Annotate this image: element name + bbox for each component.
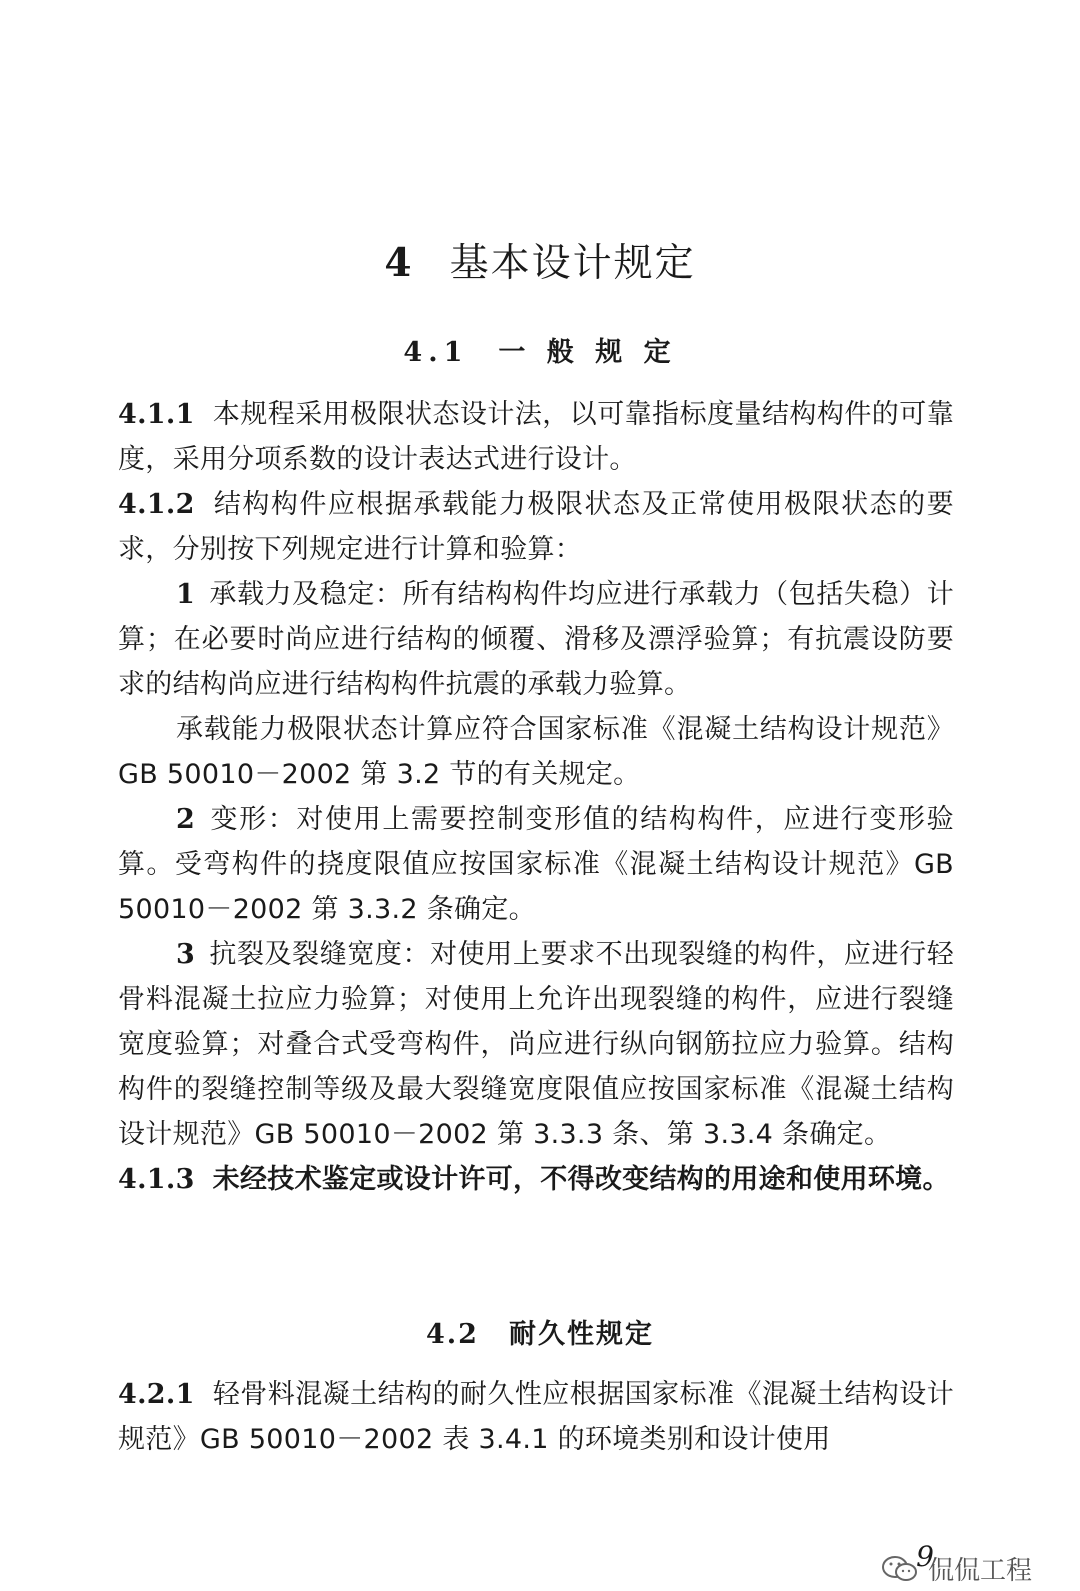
watermark xyxy=(880,1550,1032,1587)
section-4-2-title-text: 耐久性规定 xyxy=(508,1319,654,1350)
section-4-1-number: 4.1 xyxy=(403,337,469,368)
page-number: 9 xyxy=(916,1540,934,1573)
section-4-2-body xyxy=(118,1372,954,1462)
item-number: 2 xyxy=(176,804,196,835)
clause-number: 4.1.1 xyxy=(118,399,195,430)
section-4-1-title-text: 一 般 规 定 xyxy=(498,337,677,368)
item-2 xyxy=(118,797,954,932)
wechat-icon xyxy=(880,1554,920,1584)
section-4-1-title xyxy=(0,330,1080,369)
clause-text: 本规程采用极限状态设计法，以可靠指标度量结构构件的可靠度，采用分项系数的设计表达式进行设计。 xyxy=(118,399,954,475)
section-4-2-number: 4.2 xyxy=(426,1319,479,1350)
clause-number: 4.1.2 xyxy=(118,489,195,520)
item-number: 1 xyxy=(176,579,196,610)
section-4-2-title xyxy=(0,1312,1080,1351)
watermark-text: 侃侃工程 xyxy=(927,1556,1032,1586)
item-text: 抗裂及裂缝宽度：对使用上要求不出现裂缝的构件，应进行轻骨料混凝土拉应力验算；对使用上允许出现裂缝的构件，应进行裂缝宽度验算；对叠合式受弯构件，尚应进行纵向钢筋拉应力验算。结构构件的裂缝控制等级及最大裂缝宽度限值应按国家标准《混凝土结构设计规范》GB 50010－2002 第 3.3.3 条、第 3.3.4 条确定。 xyxy=(118,939,954,1150)
item-1-note xyxy=(118,707,954,797)
item-text: 变形：对使用上需要控制变形值的结构构件，应进行变形验算。受弯构件的挠度限值应按国家标准《混凝土结构设计规范》GB 50010－2002 第 3.3.2 条确定。 xyxy=(118,804,954,925)
item-note-text: 承载能力极限状态计算应符合国家标准《混凝土结构设计规范》GB 50010－2002 第 3.2 节的有关规定。 xyxy=(118,714,954,790)
item-3 xyxy=(118,932,954,1157)
section-4-1-body xyxy=(118,392,954,1202)
clause-text: 结构构件应根据承载能力极限状态及正常使用极限状态的要求，分别按下列规定进行计算和验算： xyxy=(118,489,954,565)
clause-4-1-3 xyxy=(118,1157,954,1202)
chapter-title-text: 基本设计规定 xyxy=(449,241,696,286)
clause-4-2-1 xyxy=(118,1372,954,1462)
clause-number: 4.2.1 xyxy=(118,1379,195,1410)
chapter-number: 4 xyxy=(384,240,414,286)
chapter-title xyxy=(0,232,1080,288)
item-1 xyxy=(118,572,954,707)
clause-number: 4.1.3 xyxy=(118,1164,195,1195)
item-number: 3 xyxy=(176,939,196,970)
clause-text: 轻骨料混凝土结构的耐久性应根据国家标准《混凝土结构设计规范》GB 50010－2002 表 3.4.1 的环境类别和设计使用 xyxy=(118,1379,954,1455)
clause-4-1-2 xyxy=(118,482,954,572)
clause-4-1-1 xyxy=(118,392,954,482)
clause-text: 未经技术鉴定或设计许可，不得改变结构的用途和使用环境。 xyxy=(212,1164,950,1195)
item-text: 承载力及稳定：所有结构构件均应进行承载力（包括失稳）计算；在必要时尚应进行结构的倾覆、滑移及漂浮验算；有抗震设防要求的结构尚应进行结构构件抗震的承载力验算。 xyxy=(118,579,954,700)
